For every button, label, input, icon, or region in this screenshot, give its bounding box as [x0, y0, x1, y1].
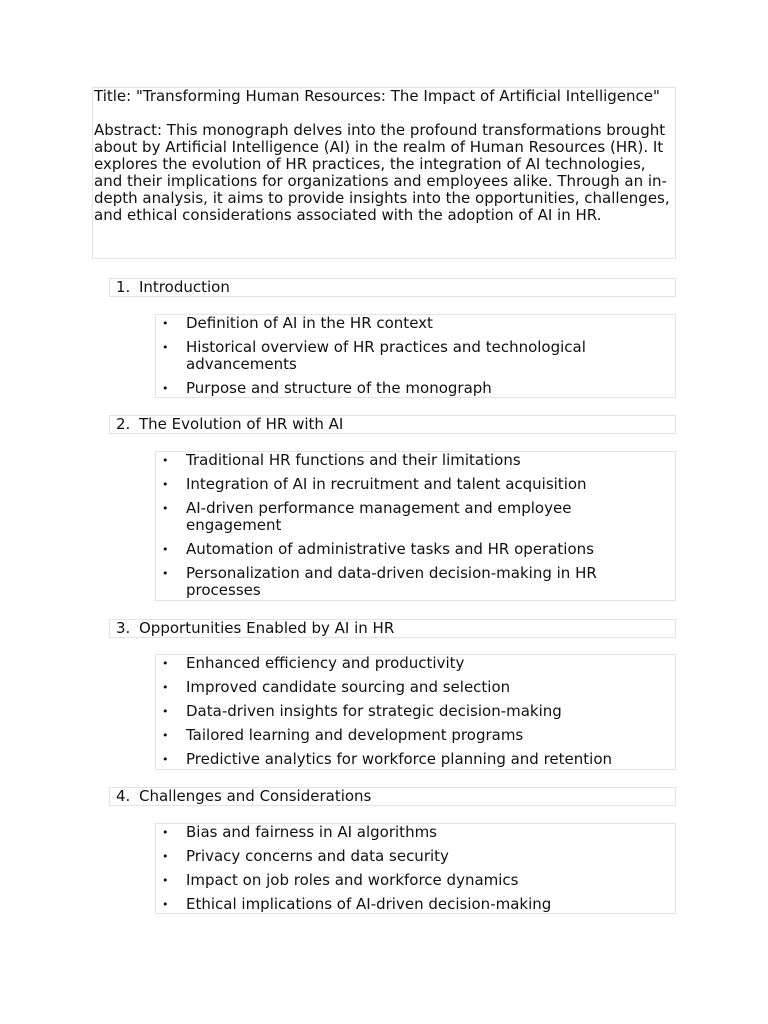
document-abstract: Abstract: This monograph delves into the profound transformations brought about by Artificial Intelligence (AI) in the realm of Human Resources (HR). It explores the evolution of HR practices, the integration of AI technologies, and their implications for organizations and employees alike. Through an in-depth analysis, it aims to provide insights into the opportunities, challenges, and ethical considerations associated with the adoption of AI in HR. [94, 121, 670, 224]
bullet-list [155, 314, 676, 398]
bullet-icon: • [162, 567, 169, 580]
section-number: 4. [116, 787, 131, 805]
bullet-icon: • [162, 543, 169, 556]
section-title: Introduction [139, 278, 230, 296]
list-item-text: Tailored learning and development programs [186, 726, 524, 744]
list-item [156, 727, 675, 744]
list-item-text: Traditional HR functions and their limitations [186, 451, 521, 469]
bullet-icon: • [162, 382, 169, 395]
bullet-list [155, 823, 676, 914]
section-title: Challenges and Considerations [139, 787, 372, 805]
bullet-icon: • [162, 502, 169, 515]
list-item [156, 679, 675, 696]
list-item-text: Ethical implications of AI-driven decision-making [186, 895, 552, 913]
list-item [156, 315, 675, 332]
list-item-text: Personalization and data-driven decision-making in HR processes [186, 564, 597, 599]
list-item [156, 452, 675, 469]
list-item [156, 703, 675, 720]
bullet-icon: • [162, 898, 169, 911]
list-item [156, 565, 675, 599]
list-item [156, 380, 675, 397]
bullet-icon: • [162, 826, 169, 839]
list-item [156, 476, 675, 493]
list-item-text: Historical overview of HR practices and technological advancements [186, 338, 586, 373]
bullet-icon: • [162, 317, 169, 330]
section-number: 2. [116, 415, 131, 433]
list-item-text: Bias and fairness in AI algorithms [186, 823, 438, 841]
list-item-text: Predictive analytics for workforce planning and retention [186, 750, 613, 768]
section-heading [109, 619, 676, 638]
list-item-text: Improved candidate sourcing and selection [186, 678, 511, 696]
bullet-icon: • [162, 874, 169, 887]
list-item [156, 339, 675, 373]
section-heading [109, 278, 676, 297]
bullet-icon: • [162, 729, 169, 742]
list-item [156, 751, 675, 768]
list-item-text: Automation of administrative tasks and HR operations [186, 540, 594, 558]
bullet-icon: • [162, 681, 169, 694]
list-item-text: Integration of AI in recruitment and talent acquisition [186, 475, 587, 493]
list-item [156, 824, 675, 841]
list-item-text: Impact on job roles and workforce dynamics [186, 871, 519, 889]
list-item-text: Privacy concerns and data security [186, 847, 449, 865]
list-item-text: Data-driven insights for strategic decision-making [186, 702, 562, 720]
section-heading [109, 415, 676, 434]
list-item [156, 872, 675, 889]
bullet-icon: • [162, 478, 169, 491]
list-item [156, 500, 675, 534]
list-item [156, 655, 675, 672]
list-item-text: Purpose and structure of the monograph [186, 379, 492, 397]
bullet-icon: • [162, 705, 169, 718]
bullet-icon: • [162, 753, 169, 766]
bullet-icon: • [162, 454, 169, 467]
list-item-text: Definition of AI in the HR context [186, 314, 433, 332]
section-title: The Evolution of HR with AI [139, 415, 344, 433]
list-item [156, 541, 675, 558]
list-item-text: AI-driven performance management and employee engagement [186, 499, 572, 534]
bullet-list [155, 654, 676, 770]
section-title: Opportunities Enabled by AI in HR [139, 619, 395, 637]
section-number: 1. [116, 278, 131, 296]
section-heading [109, 787, 676, 806]
section-number: 3. [116, 619, 131, 637]
list-item [156, 896, 675, 913]
document-title: Title: "Transforming Human Resources: The Impact of Artificial Intelligence" [94, 87, 660, 105]
list-item [156, 848, 675, 865]
bullet-list [155, 451, 676, 601]
bullet-icon: • [162, 341, 169, 354]
list-item-text: Enhanced efficiency and productivity [186, 654, 465, 672]
bullet-icon: • [162, 850, 169, 863]
title-abstract-block [92, 87, 676, 259]
bullet-icon: • [162, 657, 169, 670]
